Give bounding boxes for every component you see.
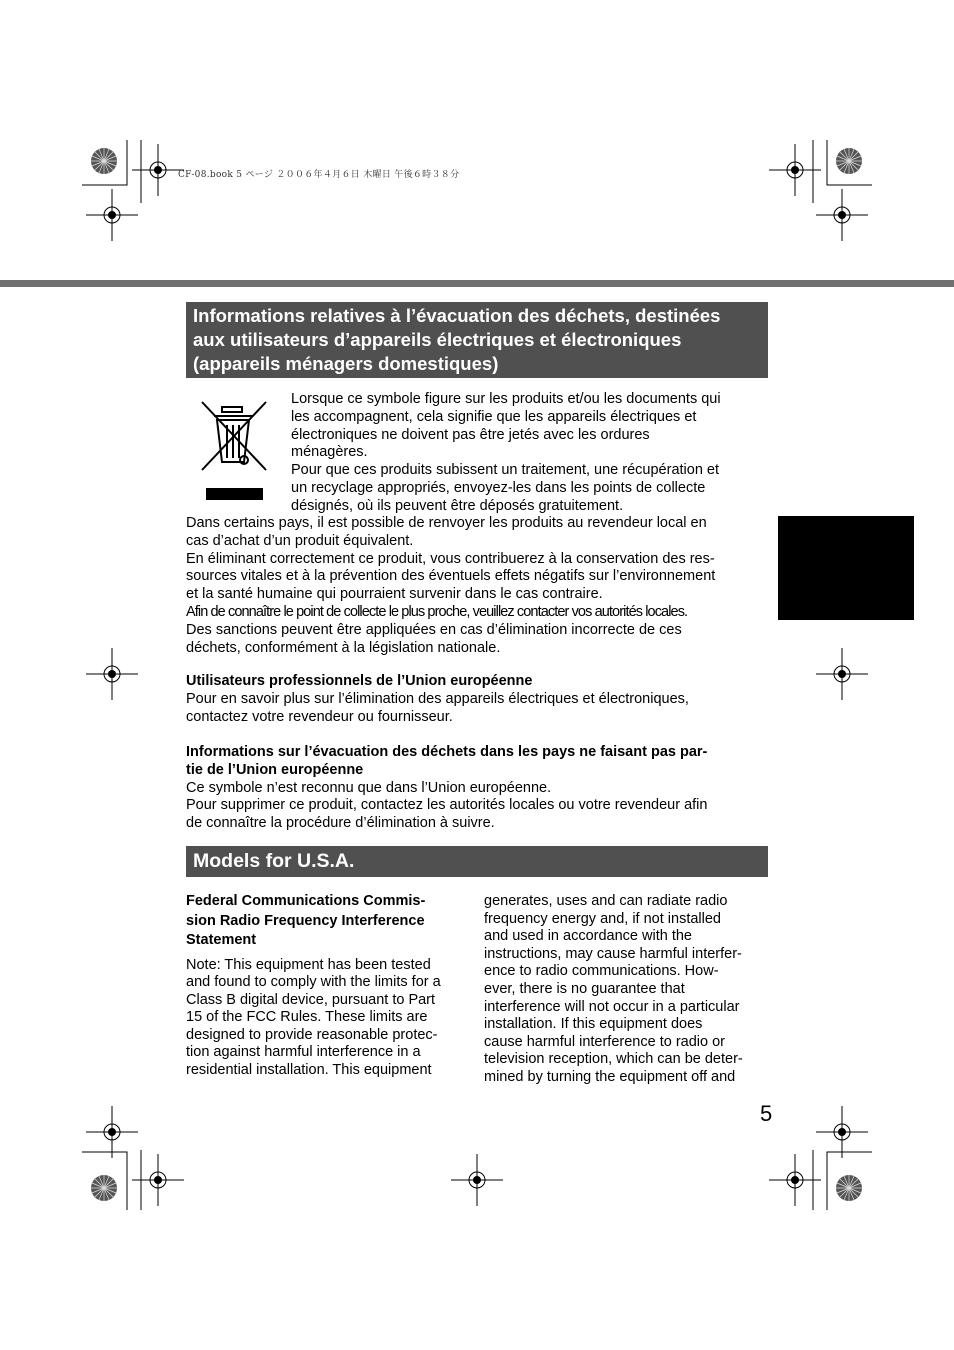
text-line: residential installation. This equipment bbox=[186, 1062, 432, 1079]
text-line: installation. If this equipment does bbox=[484, 1016, 703, 1033]
text-line: En éliminant correctement ce produit, vous contribuerez à la conservation des res- bbox=[186, 550, 715, 567]
weee-body-text bbox=[186, 515, 715, 657]
registration-cross bbox=[816, 189, 868, 241]
text-line: et la santé humaine qui pourraient survenir dans le cas contraire. bbox=[186, 586, 603, 603]
non-eu-block bbox=[186, 744, 707, 833]
text-line: ence to radio communications. How- bbox=[484, 963, 719, 980]
page-number: 5 bbox=[760, 1101, 773, 1126]
text-line: interference will not occur in a particular bbox=[484, 998, 740, 1015]
fcc-left-column bbox=[186, 892, 441, 1080]
text-line: ever, there is no guarantee that bbox=[484, 980, 685, 997]
text-line: Des sanctions peuvent être appliquées en cas d’élimination incorrecte de ces bbox=[186, 621, 682, 638]
top-rule bbox=[0, 280, 954, 287]
text-line: contactez votre revendeur ou fournisseur. bbox=[186, 708, 453, 725]
text-line: électroniques ne doivent pas être jetés avec les ordures bbox=[291, 426, 650, 443]
weee-title-line: Informations relatives à l’évacuation des déchets, destinées bbox=[193, 305, 721, 326]
text-line: and found to comply with the limits for a bbox=[186, 974, 441, 991]
text-line: 15 of the FCC Rules. These limits are bbox=[186, 1009, 428, 1026]
registration-star-bottom-left bbox=[91, 1175, 117, 1201]
text-line: déchets, conformément à la législation nationale. bbox=[186, 639, 501, 656]
text-line: television reception, which can be deter- bbox=[484, 1051, 743, 1068]
text-line: frequency energy and, if not installed bbox=[484, 910, 721, 927]
text-line: instructions, may cause harmful interfer- bbox=[484, 945, 742, 962]
text-line-condensed: Afin de connaître le point de collecte le plus proche, veuillez contacter vos autorités locales. bbox=[186, 603, 688, 620]
text-line: de connaître la procédure d’élimination à suivre. bbox=[186, 815, 495, 832]
text-line: désignés, où ils peuvent être déposés gratuitement. bbox=[291, 497, 624, 514]
text-line: Pour en savoir plus sur l’élimination des appareils électriques et électroniques, bbox=[186, 690, 689, 707]
chapter-side-tab bbox=[778, 516, 914, 620]
registration-cross bbox=[86, 1106, 138, 1158]
registration-cross bbox=[86, 648, 138, 700]
fcc-right-column bbox=[484, 893, 743, 1087]
non-eu-heading-line: tie de l’Union européenne bbox=[186, 761, 364, 778]
text-line: Dans certains pays, il est possible de renvoyer les produits au revendeur local en bbox=[186, 515, 707, 531]
registration-star-top-right bbox=[836, 148, 862, 174]
crossed-out-wheelie-bin-icon bbox=[198, 398, 270, 502]
text-line: cas d’achat d’un produit équivalent. bbox=[186, 532, 414, 549]
registration-cross bbox=[451, 1154, 503, 1206]
fcc-heading-line: Statement bbox=[186, 932, 257, 948]
weee-section-title bbox=[186, 302, 768, 378]
text-line: Pour supprimer ce produit, contactez les autorités locales ou votre revendeur afin bbox=[186, 797, 708, 814]
text-line: Ce symbole n’est reconnu que dans l’Union européenne. bbox=[186, 779, 552, 796]
text-line: cause harmful interference to radio or bbox=[484, 1033, 725, 1050]
text-line: ménagères. bbox=[291, 444, 368, 461]
usa-section-title: Models for U.S.A. bbox=[186, 846, 768, 877]
text-line: Pour que ces produits subissent un traitement, une récupération et bbox=[291, 462, 720, 479]
fcc-heading-line: Federal Communications Commis- bbox=[186, 893, 426, 909]
text-line: Note: This equipment has been tested bbox=[186, 956, 431, 973]
text-line: Class B digital device, pursuant to Part bbox=[186, 991, 436, 1008]
text-line: mined by turning the equipment off and bbox=[484, 1068, 736, 1085]
fcc-heading-line: sion Radio Frequency Interference bbox=[186, 912, 425, 929]
weee-intro-text bbox=[291, 391, 721, 516]
non-eu-heading-line: Informations sur l’évacuation des déchets dans les pays ne faisant pas par- bbox=[186, 744, 708, 760]
registration-cross bbox=[86, 189, 138, 241]
registration-star-bottom-right bbox=[836, 1175, 862, 1201]
business-users-heading: Utilisateurs professionnels de l’Union européenne bbox=[186, 673, 533, 689]
registration-cross bbox=[816, 1106, 868, 1158]
text-line: un recyclage appropriés, envoyez-les dans les points de collecte bbox=[291, 479, 706, 496]
text-line: tion against harmful interference in a bbox=[186, 1044, 421, 1061]
text-line: and used in accordance with the bbox=[484, 928, 692, 945]
registration-cross bbox=[132, 1154, 184, 1206]
text-line: Lorsque ce symbole figure sur les produits et/ou les documents qui bbox=[291, 391, 721, 407]
text-line: generates, uses and can radiate radio bbox=[484, 893, 728, 909]
weee-title-line: (appareils ménagers domestiques) bbox=[193, 353, 499, 374]
book-header-info: CF-08.book 5 ページ ２００６年４月６日 木曜日 午後６時３８分 bbox=[178, 170, 460, 180]
registration-cross bbox=[132, 144, 184, 196]
registration-star-top-left bbox=[91, 148, 117, 174]
registration-cross bbox=[816, 648, 868, 700]
text-line: sources vitales et à la prévention des éventuels effets négatifs sur l’environnement bbox=[186, 568, 716, 585]
text-line: les accompagnent, cela signifie que les appareils électriques et bbox=[291, 408, 697, 425]
business-users-block bbox=[186, 673, 689, 726]
weee-title-line: aux utilisateurs d’appareils électriques et électroniques bbox=[193, 329, 682, 350]
text-line: designed to provide reasonable protec- bbox=[186, 1026, 438, 1043]
